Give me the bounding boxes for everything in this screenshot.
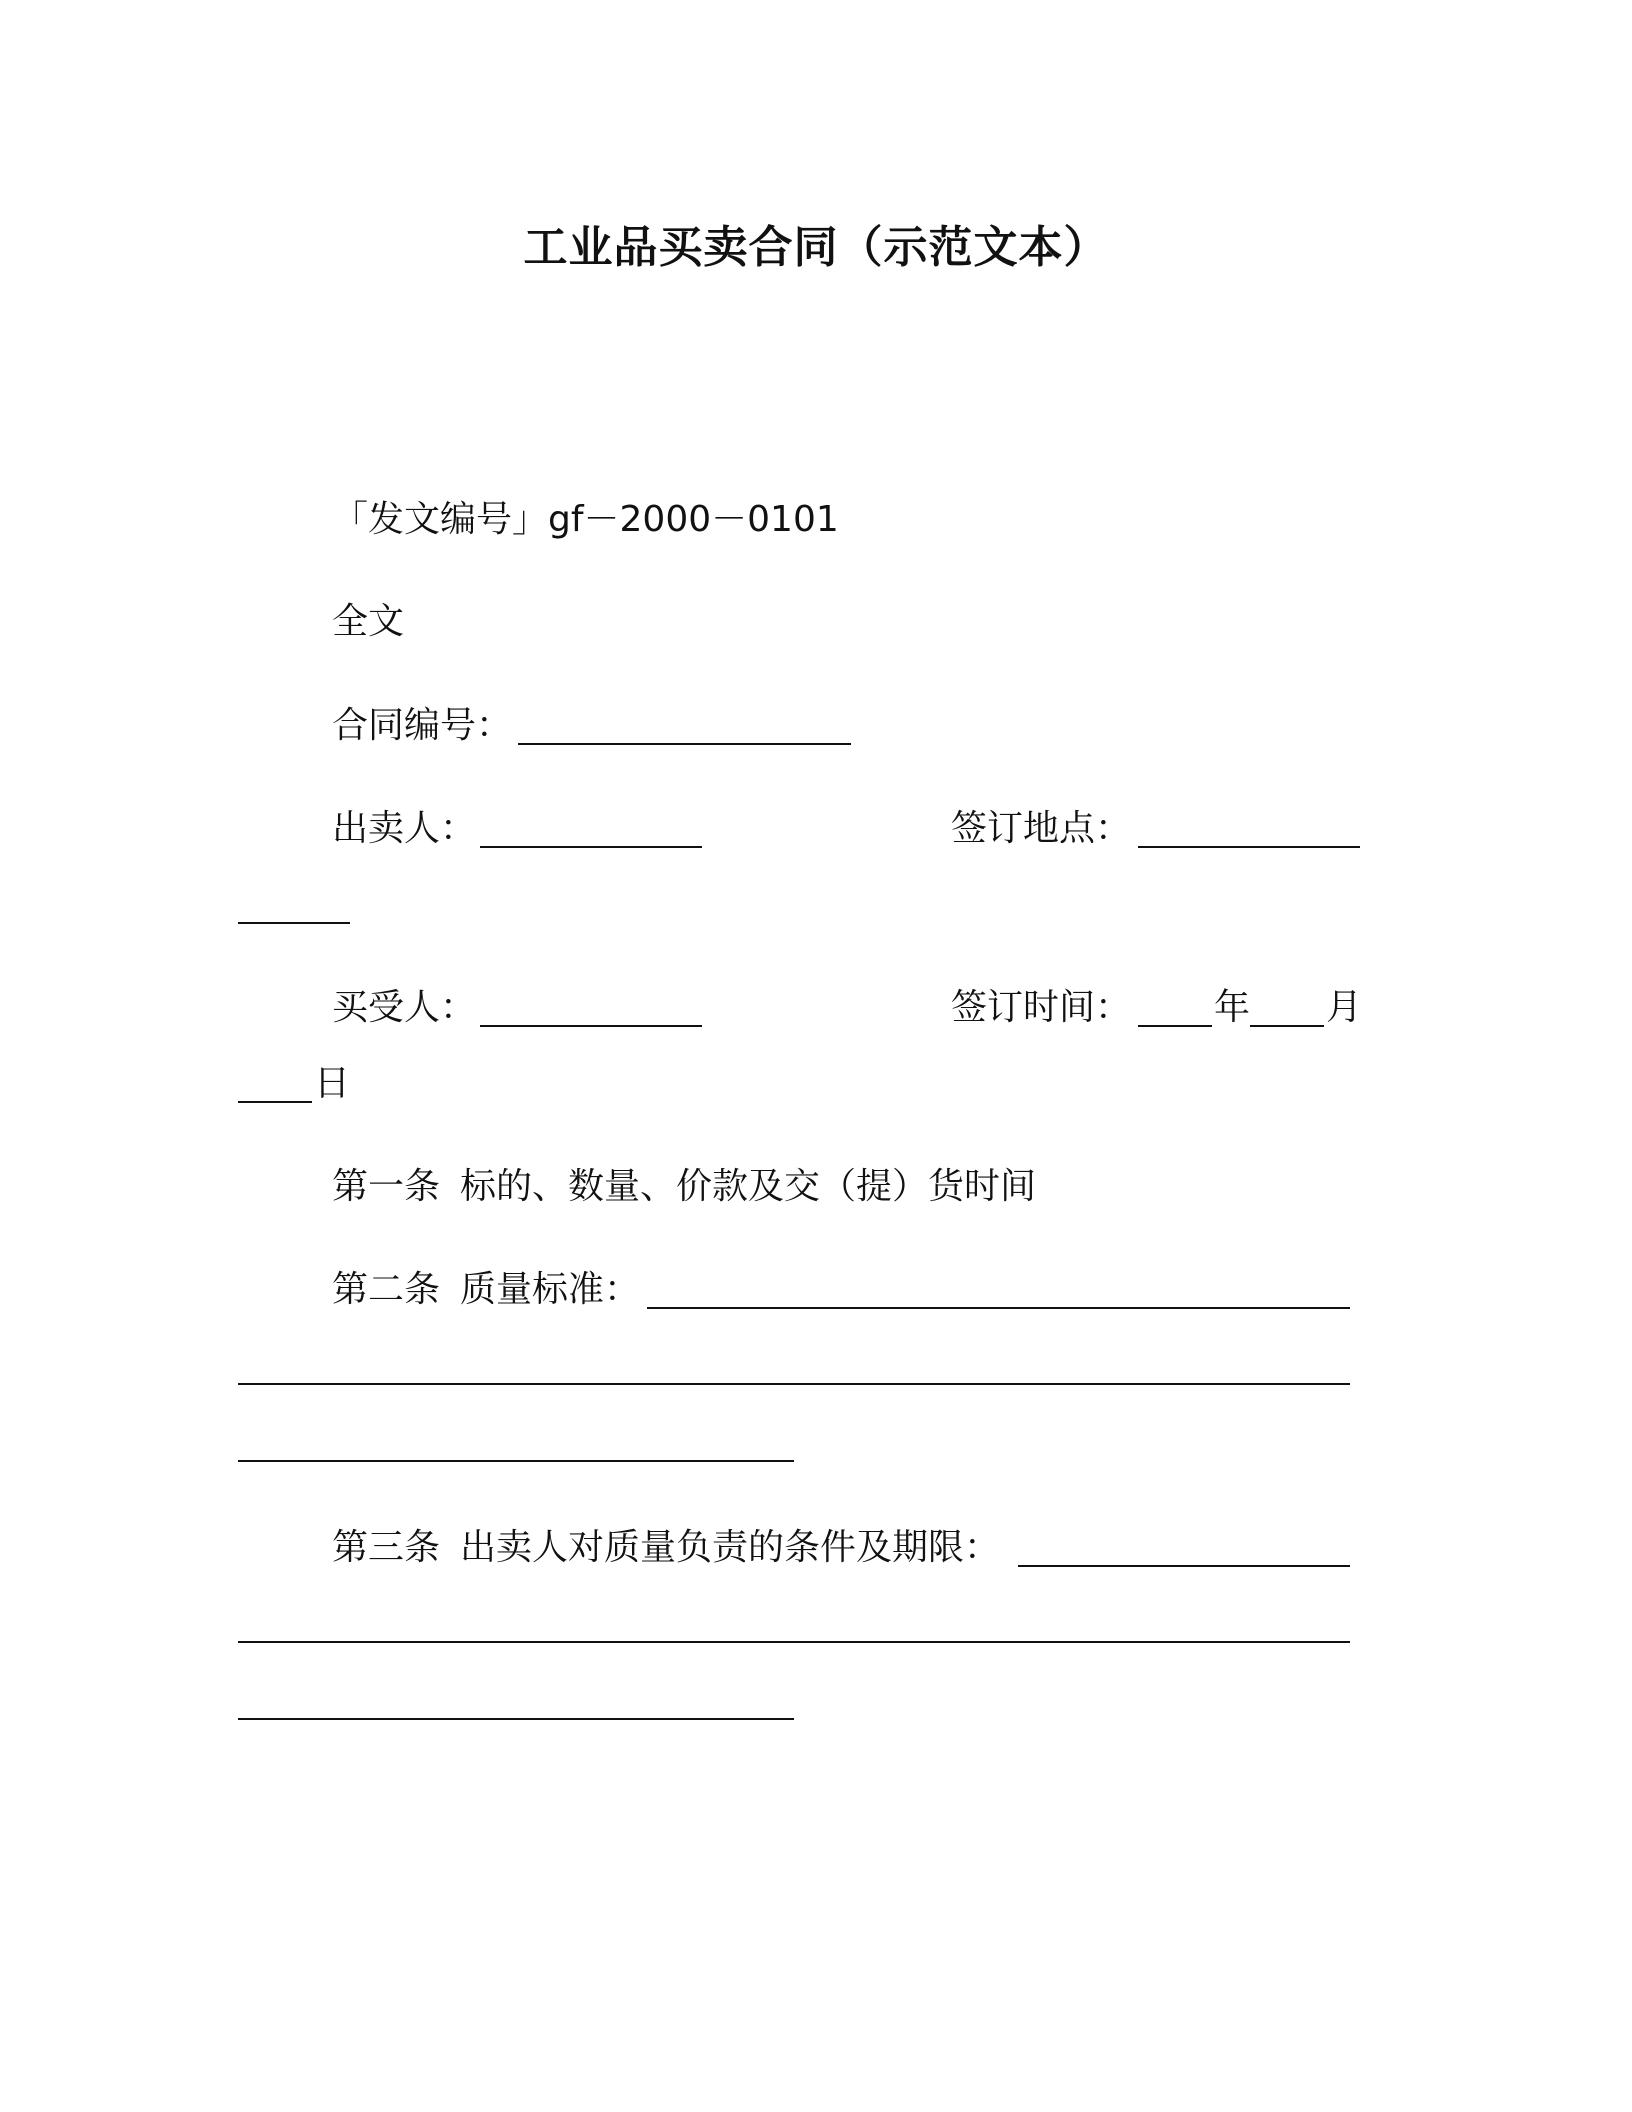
seller-label: 出卖人： xyxy=(332,808,477,849)
contract-number-blank[interactable] xyxy=(518,743,851,745)
article-1-title: 标的、数量、价款及交（提）货时间 xyxy=(460,1166,1037,1207)
quality-standard-blank-3[interactable] xyxy=(238,1460,794,1462)
quality-standard-blank-1[interactable] xyxy=(647,1307,1350,1309)
signing-month-blank[interactable] xyxy=(1250,1025,1324,1027)
article-2-title: 质量标准： xyxy=(460,1269,641,1310)
signing-year-blank[interactable] xyxy=(1138,1025,1212,1027)
contract-number-label: 合同编号： xyxy=(332,705,513,746)
article-3-title: 出卖人对质量负责的条件及期限： xyxy=(460,1527,1001,1568)
year-label: 年 xyxy=(1214,987,1251,1028)
signing-place-blank[interactable] xyxy=(1138,846,1360,848)
quality-standard-blank-2[interactable] xyxy=(238,1383,1350,1385)
seller-quality-terms-blank-3[interactable] xyxy=(238,1718,794,1720)
signing-place-blank-continued[interactable] xyxy=(238,922,350,924)
buyer-label: 买受人： xyxy=(332,987,477,1028)
signing-day-blank[interactable] xyxy=(238,1101,312,1103)
article-1-number: 第一条 xyxy=(332,1166,441,1207)
day-label: 日 xyxy=(314,1063,351,1104)
full-text-label: 全文 xyxy=(332,601,405,642)
seller-quality-terms-blank-1[interactable] xyxy=(1018,1565,1350,1567)
seller-quality-terms-blank-2[interactable] xyxy=(238,1641,1350,1643)
document-title: 工业品买卖合同（示范文本） xyxy=(523,222,1109,273)
signing-time-label: 签订时间： xyxy=(951,987,1132,1028)
buyer-blank[interactable] xyxy=(480,1025,702,1027)
signing-place-label: 签订地点： xyxy=(951,808,1132,849)
article-3-number: 第三条 xyxy=(332,1527,441,1568)
doc-number: 「发文编号」gf－2000－0101 xyxy=(332,499,839,540)
article-2-number: 第二条 xyxy=(332,1269,441,1310)
month-label: 月 xyxy=(1326,987,1363,1028)
seller-blank[interactable] xyxy=(480,846,702,848)
